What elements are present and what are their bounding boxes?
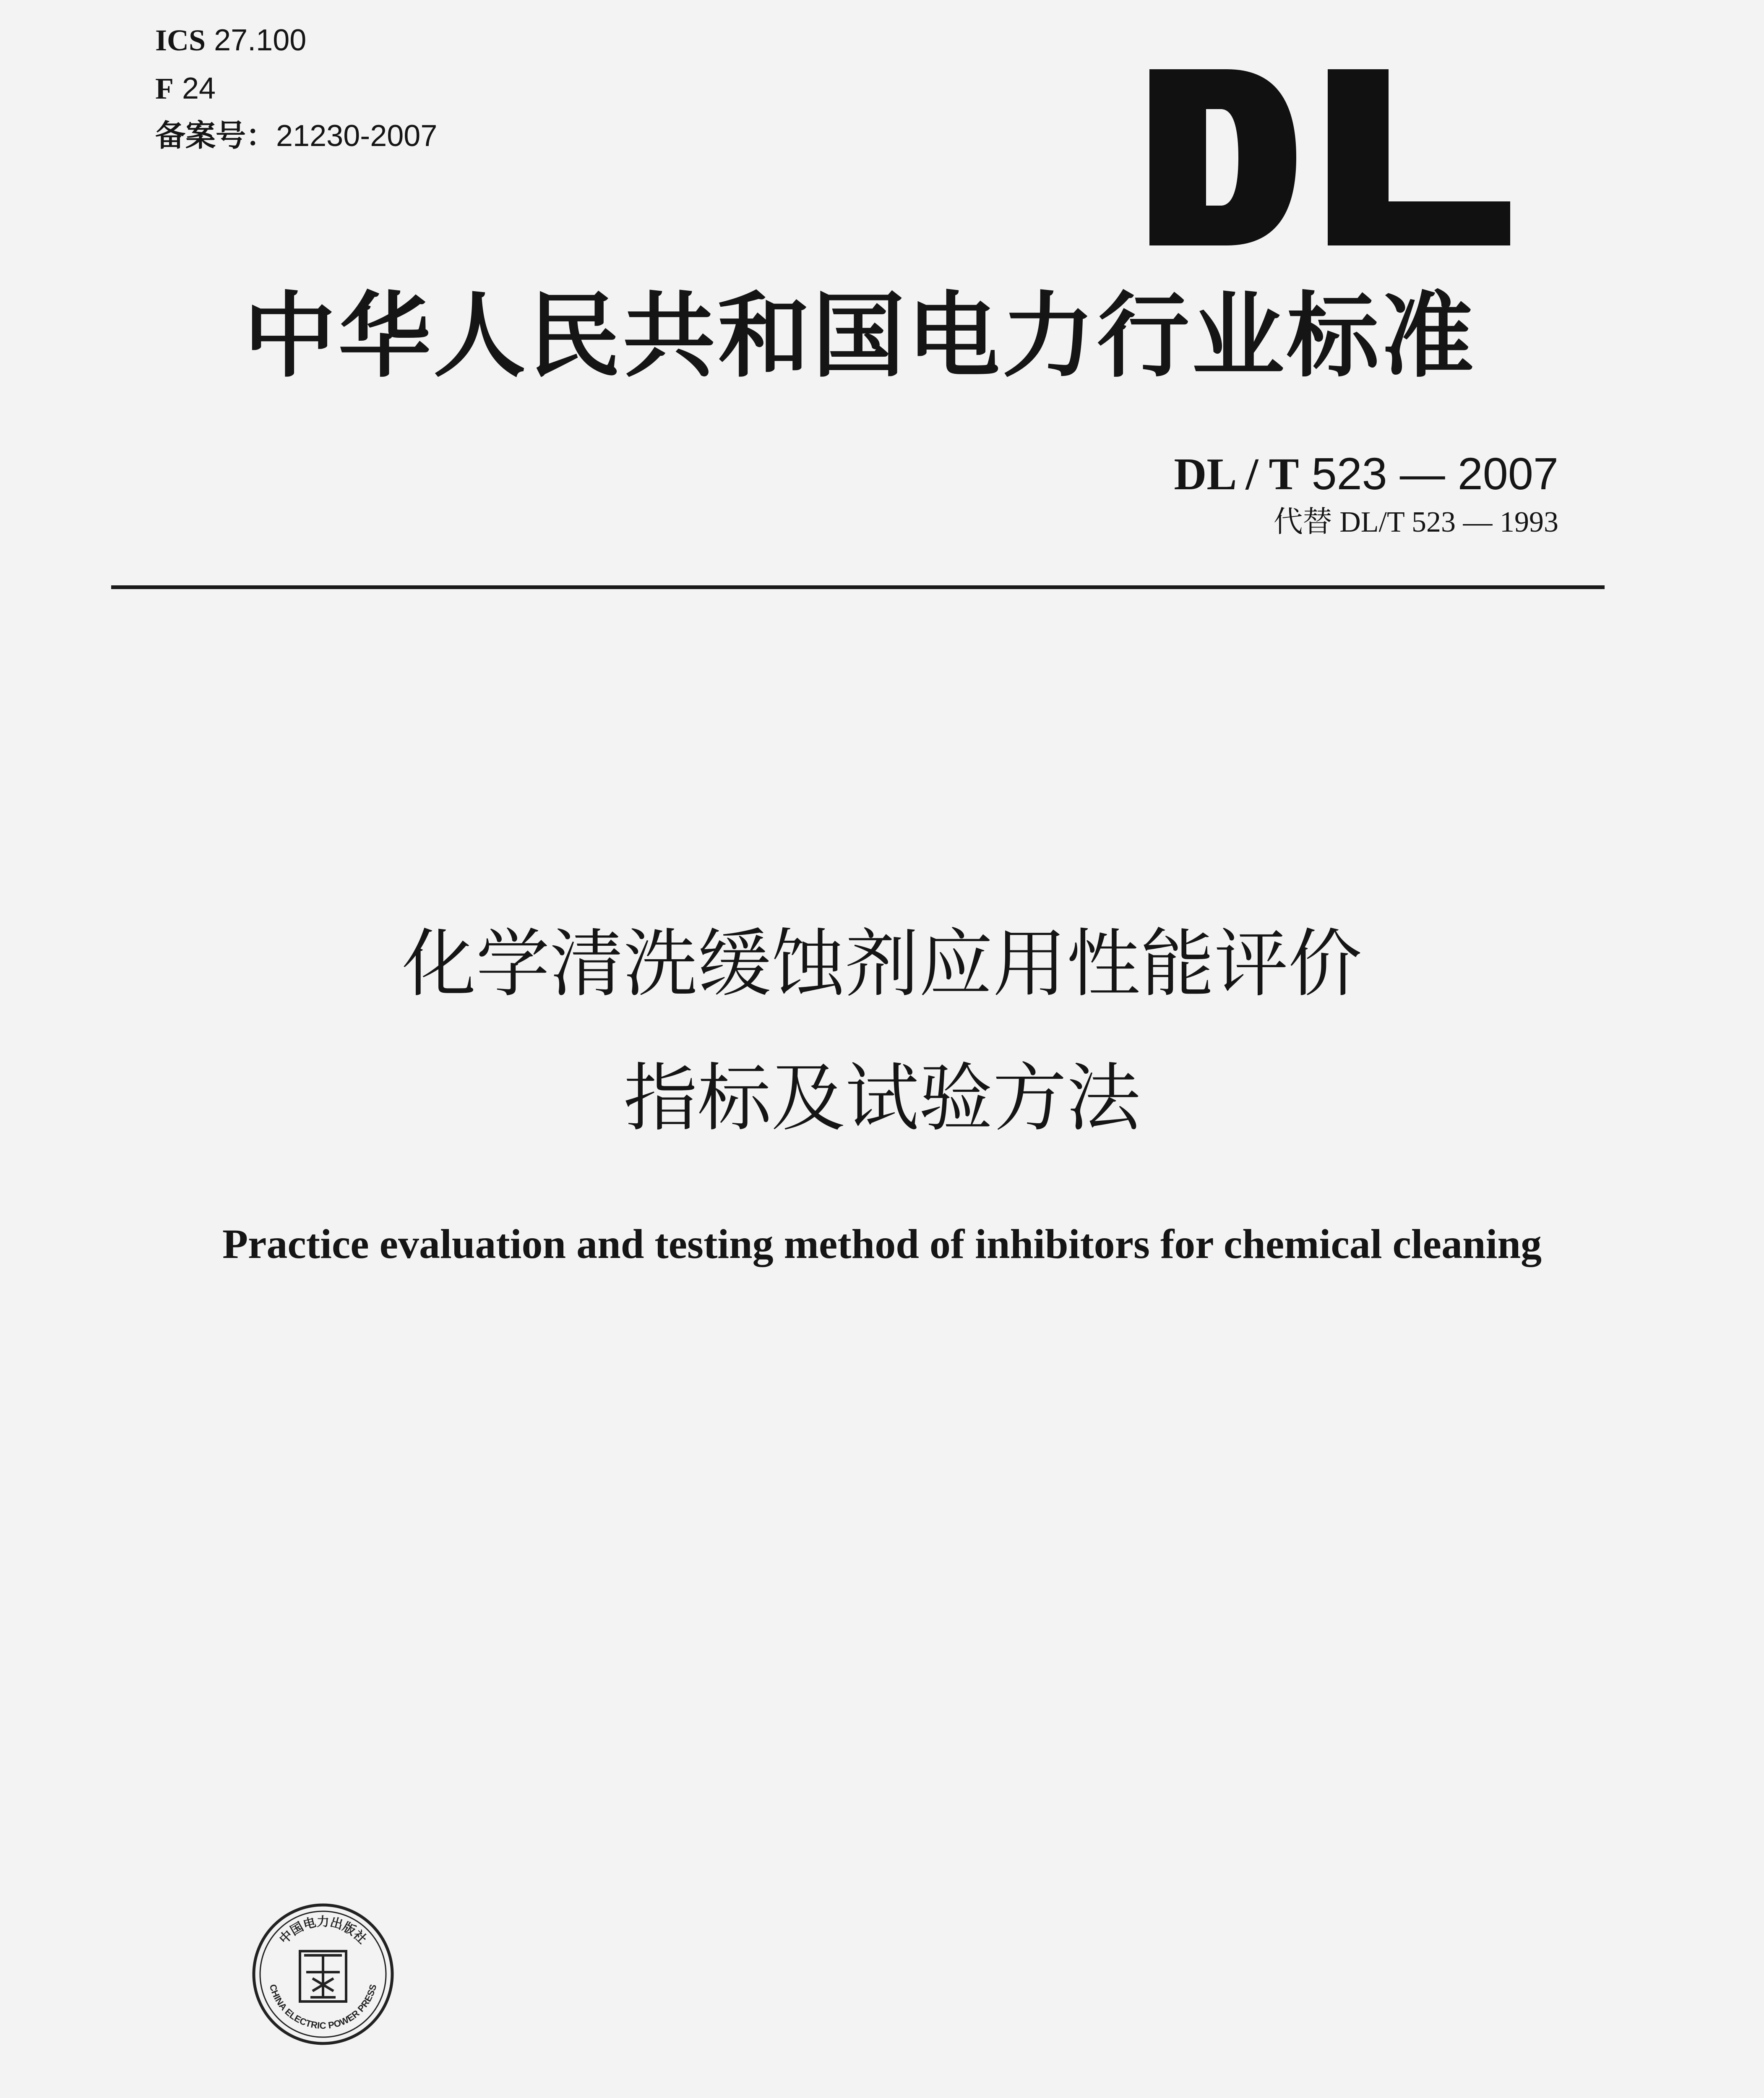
ccs-value: 24 (182, 72, 216, 105)
standard-number (1174, 448, 1558, 499)
replaces-standard: 代替 DL/T 523 — 1993 (1273, 506, 1558, 538)
ccs-code (155, 73, 216, 104)
document-title-en: Practice evaluation and testing method of inhibitors for chemical cleaning (222, 1221, 1542, 1267)
ccs-label: F (155, 72, 174, 105)
record-label: 备案号： (155, 119, 276, 153)
document-title-cn-line2: 指标及试验方法 (623, 1055, 1141, 1141)
standard-code: DL / T (1174, 449, 1299, 499)
record-number (155, 121, 437, 151)
publisher-seal-icon (250, 1901, 396, 2048)
dl-logo (1149, 69, 1510, 245)
svg-text:中国电力出版社 (276, 1915, 370, 1947)
record-value: 21230-2007 (276, 119, 438, 153)
document-title-cn-line1: 化学清洗缓蚀剂应用性能评价 (402, 921, 1362, 1007)
seal-text-cn: 中国电力出版社 (276, 1915, 370, 1947)
ics-label: ICS (155, 23, 206, 57)
seal-text-en: CHINA ELECTRIC POWER PRESS (267, 1983, 379, 2031)
divider-top (111, 585, 1605, 589)
standard-year-number: 523 — 2007 (1311, 448, 1558, 499)
main-title: 中华人民共和国电力行业标准 (243, 281, 1476, 390)
ics-value: 27.100 (214, 23, 307, 57)
ics-code (155, 25, 306, 55)
